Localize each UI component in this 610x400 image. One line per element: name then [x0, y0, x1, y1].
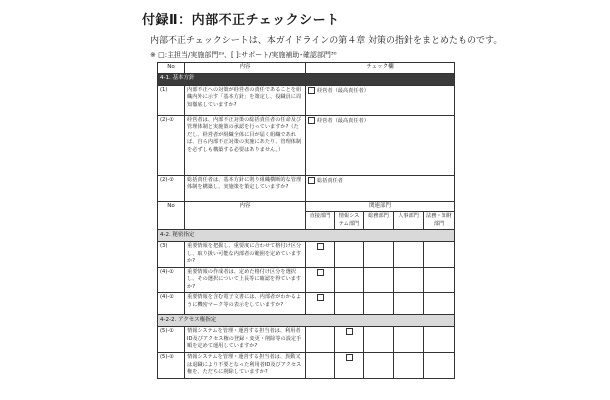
mark-cell — [424, 242, 455, 268]
table-row — [158, 267, 455, 293]
checkbox[interactable] — [317, 294, 324, 301]
section-title: 4-1. 基本方針 — [158, 73, 455, 85]
page-title: 付録Ⅱ：内部不正チェックシート — [142, 13, 340, 28]
intro-text: 内部不正チェックシートは、本ガイドラインの第４章 対策の指針をまとめたものです。 — [150, 36, 503, 46]
header-no: No — [158, 63, 185, 74]
check-label: 経営者（最高責任者） — [317, 117, 369, 124]
row-text: 経営者は、内部不正対策の総括責任者の任命及び管理体制と実施策の承認を行っていますか?（ただし、経営者が組織全体に目が届く組織であれば、自ら内部不正対策の実施にあたり、管理体制を必ずしも構築する必要はありません。） — [185, 115, 306, 175]
table1-header-row — [158, 63, 455, 74]
mark-cell — [394, 353, 424, 379]
column-header: 人事部門 — [394, 212, 424, 230]
section-header — [158, 315, 455, 327]
section-header — [158, 230, 455, 242]
mark-cell — [394, 327, 424, 353]
mark-cell — [306, 293, 335, 315]
mark-cell — [335, 293, 364, 315]
mark-cell — [306, 242, 335, 268]
header-group: 関連部門 — [306, 201, 455, 212]
legend-text: ※ □:主担当/実施部門²⁹、[ ]:サポート/実施補助･確認部門³⁰ — [150, 51, 337, 59]
row-text: 総括責任者は、基本方針に則り組織横断的な管理体制を構築し、実施策を策定していますか? — [185, 175, 306, 201]
row-no: (2)-② — [158, 175, 185, 201]
checkbox[interactable] — [317, 243, 324, 250]
mark-cell — [335, 267, 364, 293]
table-row — [158, 85, 455, 115]
check-cell — [306, 85, 455, 115]
mark-cell — [306, 327, 335, 353]
table2-header-row — [158, 201, 455, 212]
row-no: (1) — [158, 85, 185, 115]
header-content: 内容 — [185, 63, 306, 74]
mark-cell — [364, 267, 394, 293]
row-text: 重要情報の作成者は、定めた格付け区分を選択し、その選択について上長等に確認を得ていますか? — [185, 267, 306, 293]
row-text: 情報システムを管理・運営する担当者は、利用者ID及びアクセス権の登録・変更・削除等の設定手順を定めて運用していますか? — [185, 327, 306, 353]
table-row — [158, 293, 455, 315]
header-content: 内容 — [185, 201, 306, 230]
checkbox[interactable] — [308, 87, 315, 94]
check-cell — [306, 115, 455, 175]
mark-cell — [394, 242, 424, 268]
checkbox[interactable] — [308, 177, 315, 184]
table-row — [158, 175, 455, 201]
checklist-table — [157, 62, 455, 379]
checkbox[interactable] — [346, 328, 353, 335]
mark-cell — [364, 327, 394, 353]
mark-cell — [394, 293, 424, 315]
check-label: 経営者（最高責任者） — [317, 87, 369, 94]
row-text: 重要情報を含む電子文書には、内部者がわかるように機密マーク等の表示をしていますか? — [185, 293, 306, 315]
checkbox[interactable] — [308, 117, 315, 124]
row-no: (4)-② — [158, 293, 185, 315]
mark-cell — [424, 353, 455, 379]
mark-cell — [335, 353, 364, 379]
section-title: 4-2-2. アクセス権指定 — [158, 315, 455, 327]
column-header: 法務・知財部門 — [424, 212, 455, 230]
row-no: (5)-② — [158, 353, 185, 379]
table-row — [158, 115, 455, 175]
table-row — [158, 327, 455, 353]
row-no: (4)-① — [158, 267, 185, 293]
row-no: (3) — [158, 242, 185, 268]
section-header — [158, 73, 455, 85]
mark-cell — [364, 293, 394, 315]
mark-cell — [306, 353, 335, 379]
row-no: (5)-① — [158, 327, 185, 353]
row-text: 重要情報を把握し、重要度に合わせて格付け区分し、取り扱い可能な内部者の範囲を定めていますか? — [185, 242, 306, 268]
mark-cell — [364, 353, 394, 379]
mark-cell — [394, 267, 424, 293]
row-text: 内部不正への対策が経営者の責任であることを組織内外に示す「基本方針」を策定し、役職員に周知徹底していますか? — [185, 85, 306, 115]
section-title: 4-2. 秘密指定 — [158, 230, 455, 242]
header-no: No — [158, 201, 185, 230]
mark-cell — [424, 327, 455, 353]
row-no: (2)-① — [158, 115, 185, 175]
row-text: 情報システムを管理・運営する担当者は、異動又は退職により不要となった利用者ID及びアクセス権を、ただちに削除していますか? — [185, 353, 306, 379]
mark-cell — [364, 242, 394, 268]
table-row — [158, 353, 455, 379]
table-row — [158, 242, 455, 268]
mark-cell — [335, 242, 364, 268]
checkbox[interactable] — [317, 269, 324, 276]
checkbox[interactable] — [346, 354, 353, 361]
check-cell — [306, 175, 455, 201]
column-header: 情報システム部門 — [335, 212, 364, 230]
mark-cell — [424, 293, 455, 315]
header-check: チェック欄 — [306, 63, 455, 74]
mark-cell — [306, 267, 335, 293]
mark-cell — [424, 267, 455, 293]
check-label: 総括責任者 — [317, 177, 343, 184]
mark-cell — [335, 327, 364, 353]
column-header: 総務部門 — [364, 212, 394, 230]
column-header: 直接部門 — [306, 212, 335, 230]
